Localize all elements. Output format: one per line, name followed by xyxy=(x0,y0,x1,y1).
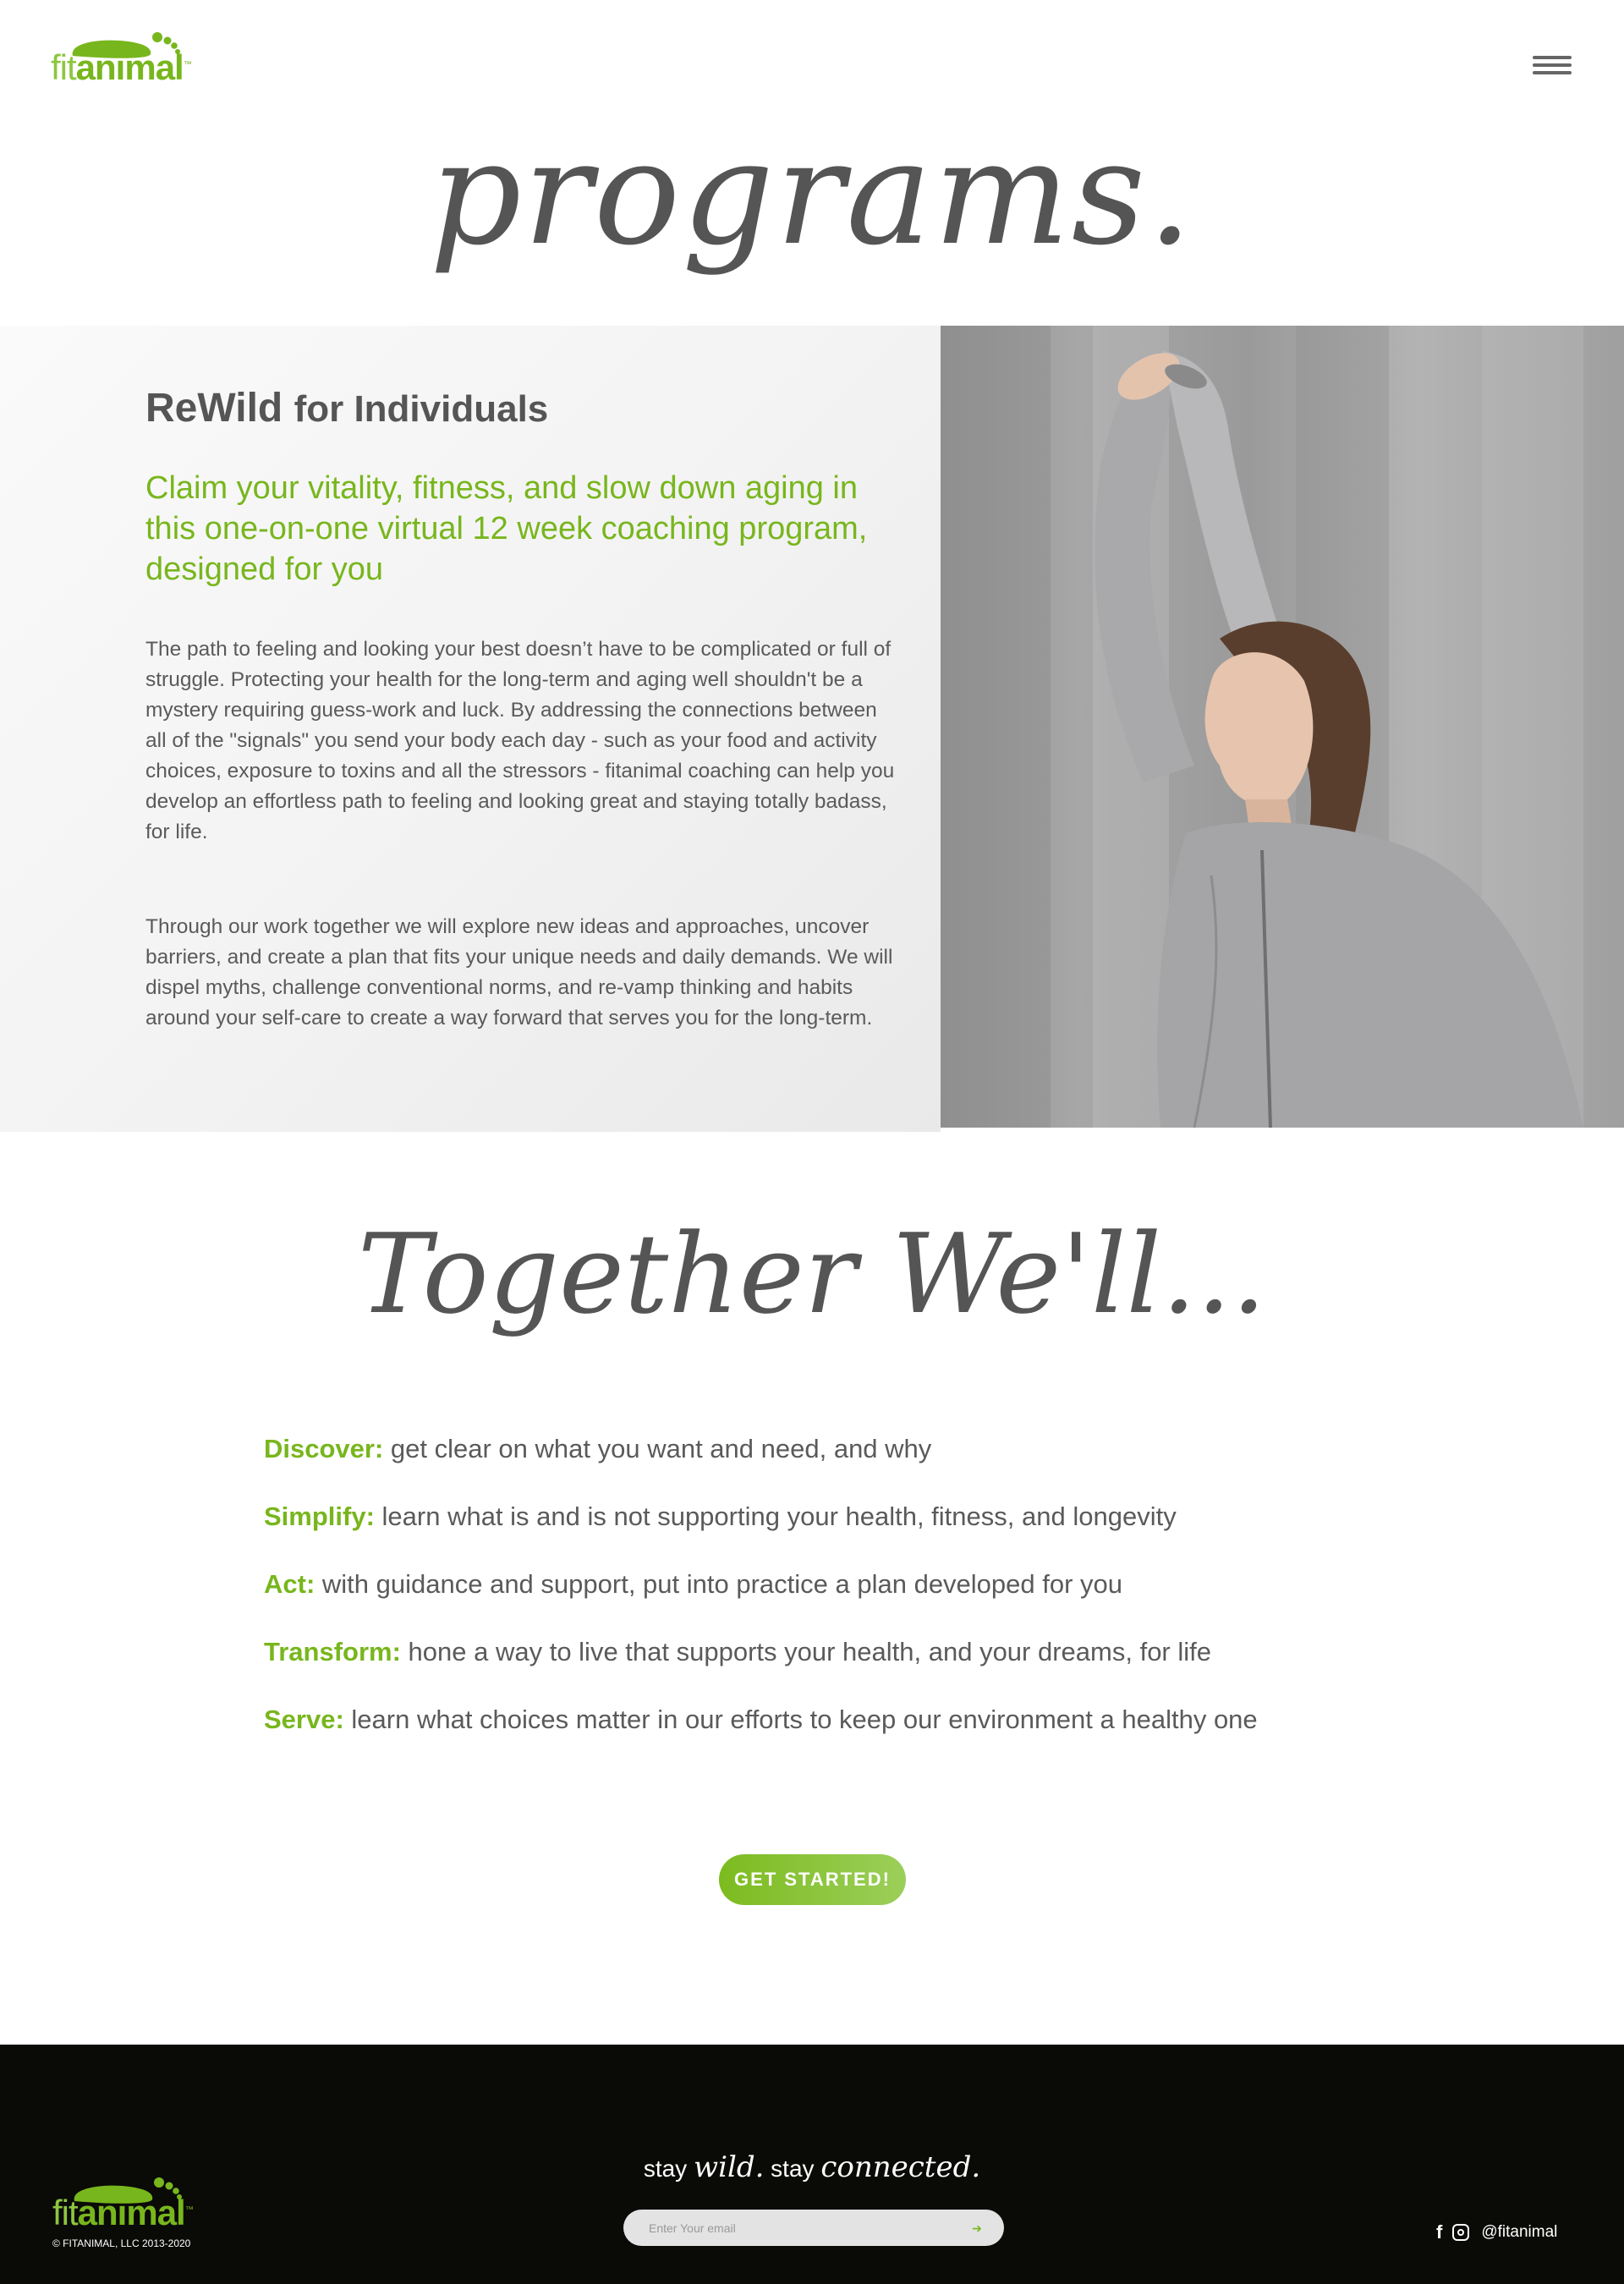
list-text: get clear on what you want and need, and why xyxy=(383,1434,932,1463)
social-handle[interactable]: @fitanimal xyxy=(1481,2223,1558,2241)
list-term: Simplify: xyxy=(264,1502,375,1531)
logo-prefix: fit xyxy=(52,2193,78,2232)
together-title: Together We'll... xyxy=(357,1210,1267,1338)
get-started-button[interactable]: GET STARTED! xyxy=(719,1854,906,1905)
list-item-transform xyxy=(264,1637,1448,1705)
logo-prefix: fit xyxy=(51,47,76,87)
list-item-serve xyxy=(264,1705,1448,1772)
list-item-discover xyxy=(264,1434,1448,1502)
fitanimal-logo[interactable] xyxy=(51,30,203,85)
logo-suffix: animal xyxy=(75,47,184,87)
email-input[interactable] xyxy=(649,2210,953,2246)
logo-trademark: ™ xyxy=(184,2205,193,2215)
list-term: Serve: xyxy=(264,1705,344,1734)
arrow-right-icon[interactable]: ➔ xyxy=(968,2220,985,2237)
hero-text-panel xyxy=(0,326,941,1132)
tagline-connected: connected. xyxy=(820,2150,981,2184)
tagline-wild: wild. xyxy=(693,2150,765,2184)
hamburger-icon[interactable] xyxy=(1533,56,1572,81)
rewild-title-strong: ReWild xyxy=(145,386,283,431)
rewild-title-rest: for Individuals xyxy=(294,388,549,430)
page-title: programs. xyxy=(429,110,1195,277)
list-term: Transform: xyxy=(264,1637,401,1666)
logo-trademark: ™ xyxy=(183,60,191,69)
tagline-part: stay xyxy=(643,2155,694,2182)
rewild-title xyxy=(145,385,548,431)
rewild-hero-section xyxy=(0,326,1624,1132)
facebook-icon[interactable]: f xyxy=(1436,2221,1443,2243)
hero-paragraph-2: Through our work together we will explore new ideas and approaches, uncover barriers, and create a plan that fits your unique needs and daily demands. We will dispel myths, challenge conventional norms, and re-vamp thinking and habits around your self-care to create a way forward that serves you for the long-term. xyxy=(145,915,893,1029)
list-term: Act: xyxy=(264,1569,315,1599)
site-footer xyxy=(0,2045,1624,2284)
list-item-act xyxy=(264,1569,1448,1637)
hero-subtitle: Claim your vitality, fitness, and slow down aging in this one-on-one virtual 12 week coaching program, designed for you xyxy=(145,470,868,587)
list-item-simplify xyxy=(264,1502,1448,1569)
list-text: hone a way to live that supports your health, and your dreams, for life xyxy=(400,1637,1212,1666)
social-links xyxy=(1436,2222,1557,2243)
logo-suffix: animal xyxy=(77,2193,185,2232)
instagram-icon[interactable] xyxy=(1452,2224,1469,2241)
copyright-text: © FITANIMAL, LLC 2013-2020 xyxy=(52,2237,191,2249)
together-list xyxy=(264,1434,1448,1772)
list-text: learn what is and is not supporting your health, fitness, and longevity xyxy=(374,1502,1177,1531)
list-term: Discover: xyxy=(264,1434,384,1463)
list-text: learn what choices matter in our efforts to keep our environment a healthy one xyxy=(343,1705,1258,1734)
footer-tagline xyxy=(0,2150,1624,2184)
woman-stretching-photo xyxy=(941,326,1624,1128)
newsletter-form xyxy=(623,2210,1004,2246)
list-text: with guidance and support, put into practice a plan developed for you xyxy=(315,1569,1123,1599)
tagline-part: stay xyxy=(764,2155,821,2182)
hero-paragraph-1: The path to feeling and looking your best doesn’t have to be complicated or full of struggle. Protecting your health for the long-term and aging well shouldn't be a mystery requiring guess-work and luck. By addressing the connections between all of the "signals" you send your body each day - such as your food and activity choices, exposure to toxins and all the stressors - fitanimal coaching can help you develop an effortless path to feeling and looking great and staying totally badass, for life. xyxy=(145,638,895,843)
